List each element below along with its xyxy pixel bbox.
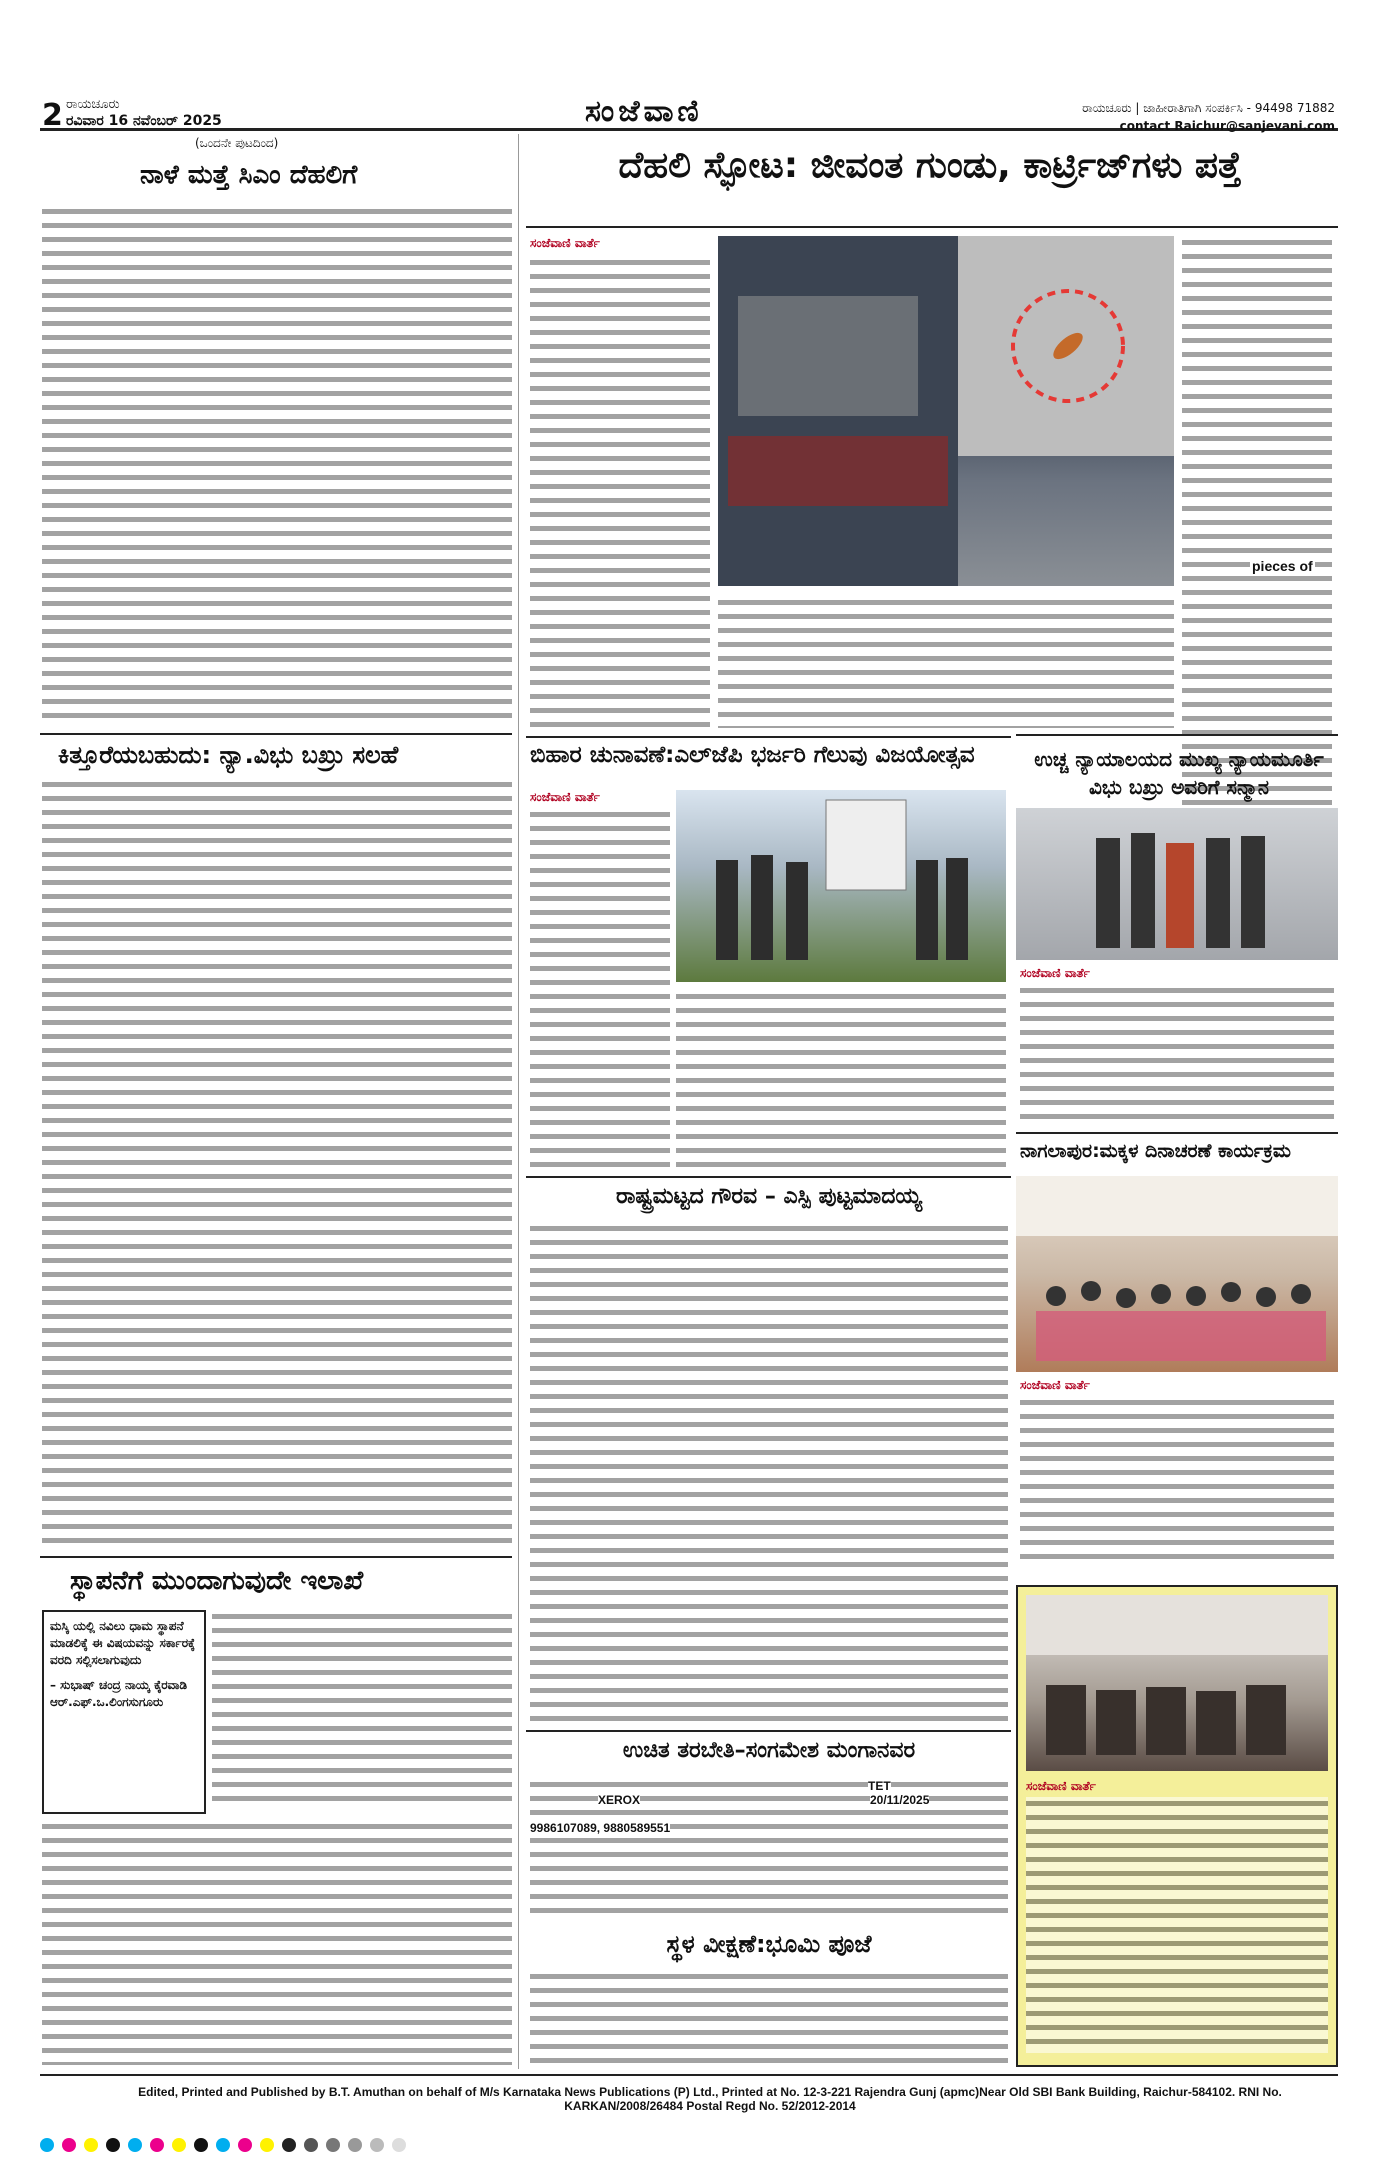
lead-body-col-1 xyxy=(530,256,710,728)
memorial-board xyxy=(826,800,906,890)
header-contact xyxy=(1000,99,1335,135)
blast-photo-art xyxy=(718,236,1174,586)
column-rule xyxy=(518,134,519,2069)
burnt-car xyxy=(738,296,918,416)
article-3-body-top xyxy=(212,1610,512,1810)
registration-mark xyxy=(392,2138,406,2152)
divider xyxy=(526,226,1338,228)
school-photo-art xyxy=(1026,1595,1328,1771)
imprint: Edited, Printed and Published by B.T. Amuthan on behalf of M/s Karnataka News Publications (P) Ltd., Printed at No. 12-3-221 Rajendra Gunj (apmc)Near Old SBI Bank Building, Raichur-584102. RNI No. KARKAN/2008/26484 Postal Regd No. 52/2012-2014 xyxy=(138,2085,1282,2113)
national-body xyxy=(530,1222,1008,1724)
registration-mark xyxy=(370,2138,384,2152)
school-box xyxy=(1016,1585,1338,2067)
continued-kicker: (ಒಂದನೇ ಪುಟದಿಂದ) xyxy=(195,136,279,150)
divider xyxy=(526,1176,1011,1178)
national-headline: ರಾಷ್ಟ್ರಮಟ್ಟದ ಗೌರವ – ಎಸ್ಪಿ ಪುಟ್ಟಮಾದಯ್ಯ xyxy=(615,1184,923,1209)
site-body xyxy=(530,1970,1008,2068)
page-number: 2 xyxy=(42,98,63,133)
divider xyxy=(1016,1132,1338,1134)
divider xyxy=(526,1730,1011,1732)
registration-mark xyxy=(216,2138,230,2152)
lead-body-col-2 xyxy=(718,596,1174,728)
bihar-body-col-1 xyxy=(530,808,670,1168)
children-photo-art xyxy=(1016,1176,1338,1372)
article-3-title: ಸ್ಥಾಪನೆಗೆ ಮುಂದಾಗುವುದೇ ಇಲಾಖೆ xyxy=(70,1566,364,1596)
lead-pieces-text: pieces of xyxy=(1252,558,1313,574)
date-text: 20/11/2025 xyxy=(870,1793,930,1807)
quote-box xyxy=(42,1610,206,1814)
felicitation-group xyxy=(1096,833,1265,948)
header-ad-line: ರಾಯಚೂರು | ಜಾಹೀರಾತಿಗಾಗಿ ಸಂಪರ್ಕಿಸಿ - 94498 71882 xyxy=(1082,101,1335,115)
hall-wall xyxy=(1016,1176,1338,1236)
nagalapura-byline: ಸಂಜೆವಾಣಿ ವಾರ್ತೆ xyxy=(1020,1378,1090,1392)
bihar-headline: ಬಿಹಾರ ಚುನಾವಣೆ:ಎಲ್‌ಜೆಪಿ ಭರ್ಜರಿ ಗೆಲುವು ವಿಜಯೋತ್ಸವ xyxy=(530,742,975,768)
footer-rule xyxy=(40,2074,1338,2076)
xerox-text: XEROX xyxy=(598,1793,641,1807)
court-byline: ಸಂಜೆವಾಣಿ ವಾರ್ತೆ xyxy=(1020,966,1090,980)
registration-mark xyxy=(40,2138,54,2152)
students-group xyxy=(1046,1685,1286,1755)
children-group xyxy=(1036,1281,1326,1361)
quote-text: ಮಸ್ಕಿ ಯಲ್ಲಿ ನವಿಲು ಧಾಮ ಸ್ಥಾಪನೆ ಮಾಡಲಿಕ್ಕೆ ಈ ವಿಷಯವನ್ನು ಸರ್ಕಾರಕ್ಕೆ ವರದಿ ಸಲ್ಲಿಸಲಾಗುವುದು xyxy=(50,1619,196,1667)
bihar-byline: ಸಂಜೆವಾಣಿ ವಾರ್ತೆ xyxy=(530,790,600,804)
training-headline: ಉಚಿತ ತರಬೇತಿ–ಸಂಗಮೇಶ ಮಂಗಾನವರ xyxy=(622,1738,916,1763)
bihar-photo xyxy=(676,790,1006,982)
quote-author: – ಸುಭಾಷ್ ಚಂದ್ರ ನಾಯ್ಕ ಕೈರವಾಡಿ ಆರ್.ಎಫ್.ಒ.ಲಿಂಗಸುಗೂರು xyxy=(50,1678,188,1709)
lead-body-col-3 xyxy=(1182,236,1332,826)
registration-mark xyxy=(150,2138,164,2152)
site-headline: ಸ್ಥಳ ವೀಕ್ಷಣೆ:ಭೂಮಿ ಪೂಜೆ xyxy=(666,1930,872,1958)
phone-text: 9986107089, 9880589551 xyxy=(530,1821,671,1835)
registration-mark xyxy=(282,2138,296,2152)
divider xyxy=(40,1556,512,1558)
court-photo-art xyxy=(1016,808,1338,960)
divider xyxy=(40,733,512,735)
court-headline: ಉಚ್ಚ ನ್ಯಾಯಾಲಯದ ಮುಖ್ಯ ನ್ಯಾಯಮೂರ್ತಿ ವಿಭು ಬಖ್ರು ಅವರಿಗೆ ಸನ್ಮಾನ xyxy=(1034,747,1324,799)
registration-mark xyxy=(304,2138,318,2152)
masthead: ಸಂಜೆವಾಣಿ xyxy=(585,94,703,129)
nagalapura-headline: ನಾಗಲಾಪುರ:ಮಕ್ಕಳ ದಿನಾಚರಣೆ ಕಾರ್ಯಕ್ರಮ xyxy=(1020,1140,1291,1162)
blast-photo xyxy=(718,236,1174,586)
registration-mark xyxy=(172,2138,186,2152)
tet-text: TET xyxy=(868,1779,891,1793)
article-1-body xyxy=(42,205,512,725)
crowd xyxy=(728,436,948,506)
lead-byline: ಸಂಜೆವಾಣಿ ವಾರ್ತೆ xyxy=(530,236,600,250)
divider xyxy=(526,736,1011,738)
header-email: contact Raichur@sanjevani.com xyxy=(1119,119,1335,133)
divider xyxy=(1016,734,1338,736)
school-photo xyxy=(1026,1595,1328,1771)
registration-mark xyxy=(128,2138,142,2152)
court-body xyxy=(1020,984,1334,1124)
city: ರಾಯಚೂರು xyxy=(66,97,120,112)
registration-mark xyxy=(260,2138,274,2152)
registration-mark xyxy=(348,2138,362,2152)
article-1-title: ನಾಳೆ ಮತ್ತೆ ಸಿಎಂ ದೆಹಲಿಗೆ xyxy=(140,160,358,190)
article-3-body xyxy=(42,1820,512,2065)
registration-mark xyxy=(194,2138,208,2152)
court-photo xyxy=(1016,808,1338,960)
registration-mark xyxy=(106,2138,120,2152)
date-line xyxy=(66,97,222,129)
registration-mark xyxy=(326,2138,340,2152)
lead-headline: ದೆಹಲಿ ಸ್ಫೋಟ: ಜೀವಂತ ಗುಂಡು, ಕಾರ್ಟ್ರಿಜ್‌ಗಳು ಪತ್ತೆ xyxy=(618,145,1242,186)
bihar-photo-art xyxy=(676,790,1006,982)
classroom-wall xyxy=(1026,1595,1328,1655)
school-body xyxy=(1026,1797,1328,2053)
nagalapura-body xyxy=(1020,1396,1334,1566)
children-photo xyxy=(1016,1176,1338,1372)
registration-mark xyxy=(84,2138,98,2152)
date: ರವಿವಾರ 16 ನವೆಂಬರ್ 2025 xyxy=(66,113,222,129)
article-2-title: ಕಿತ್ತೂರೆಯಬಹುದು: ನ್ಯಾ.ವಿಭು ಬಖ್ರು ಸಲಹೆ xyxy=(58,741,399,769)
article-2-body xyxy=(42,778,512,1548)
bihar-body-col-2 xyxy=(676,990,1006,1170)
registration-mark xyxy=(238,2138,252,2152)
school-byline: ಸಂಜೆವಾಣಿ ವಾರ್ತೆ xyxy=(1026,1779,1096,1793)
registration-mark xyxy=(62,2138,76,2152)
